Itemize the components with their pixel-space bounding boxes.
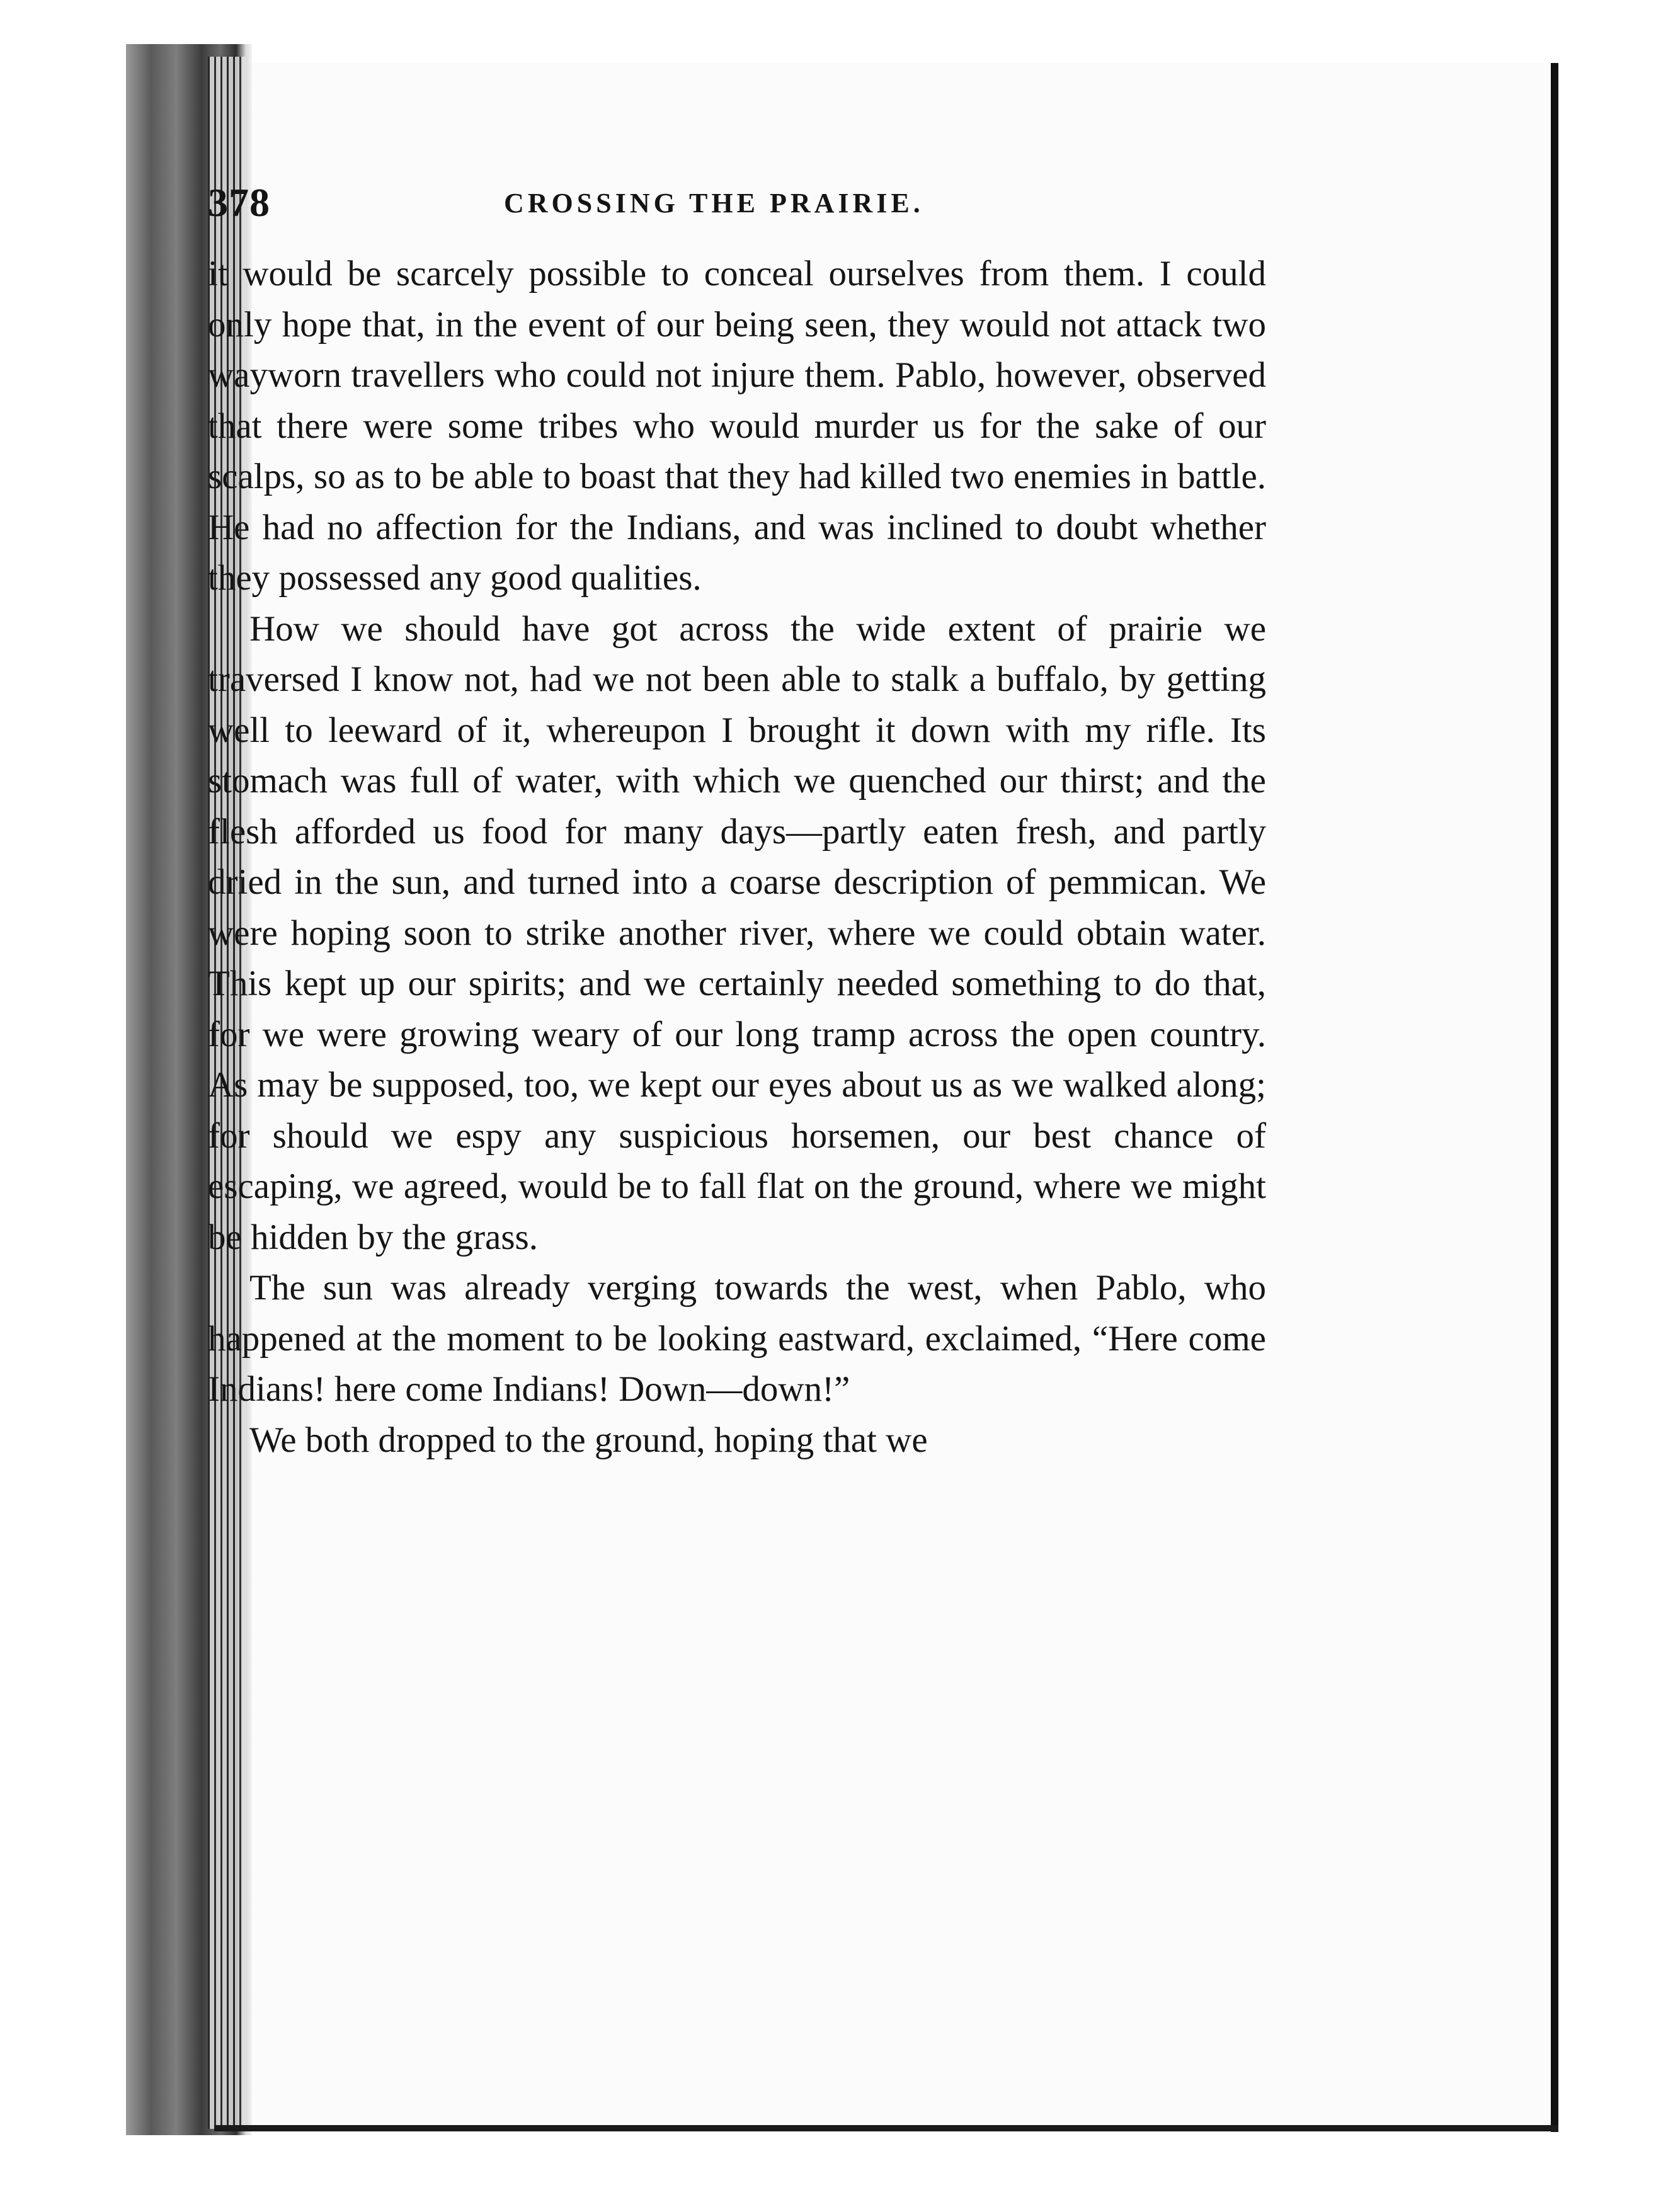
running-head: CROSSING THE PRAIRIE. xyxy=(504,188,924,219)
bottom-page-border xyxy=(214,2125,1558,2131)
paragraph-2: How we should have got across the wide extent of prairie we traversed I know not, had we not been able to stalk a buffalo, by getting well to leeward of it, whereupon I brought it down with my rifle. Its stomach was full of water, with which we quenched our thirst; and the flesh afforded us food for many days—partly eaten fresh, and partly dried in the sun, and turned into a coarse description of pemmican. We were hoping soon to strike another river, where we could obtain water. This kept up our spirits; and we certainly needed something to do that, for we were growing weary of our long tramp across the open country. As may be supposed, too, we kept our eyes about us as we walked along; for should we espy any suspicious horsemen, our best chance of escaping, we agreed, would be to fall flat on the ground, where we might be hidden by the grass. xyxy=(208,608,1266,1257)
paragraph-4: We both dropped to the ground, hoping that we xyxy=(249,1420,928,1460)
body-text xyxy=(208,249,1266,1466)
paragraph-3: The sun was already verging towards the west, when Pablo, who happened at the moment to be looking eastward, exclaimed, “Here come Indians! here come Indians! Down—down!” xyxy=(208,1268,1266,1409)
page-header xyxy=(208,180,1266,230)
right-page-border xyxy=(1551,63,1558,2132)
paragraph-1: it would be scarcely possible to conceal ourselves from them. I could only hope that, in the event of our being seen, they would not attack two wayworn travellers who could not injure them. Pablo, however, observed that there were some tribes who would murder us for the sake of our scalps, so as to be able to boast that they had killed two enemies in battle. He had no affection for the Indians, and was inclined to doubt whether they possessed any good qualities. xyxy=(208,254,1266,598)
right-margin xyxy=(1558,63,1673,2132)
page-number: 378 xyxy=(208,180,270,225)
